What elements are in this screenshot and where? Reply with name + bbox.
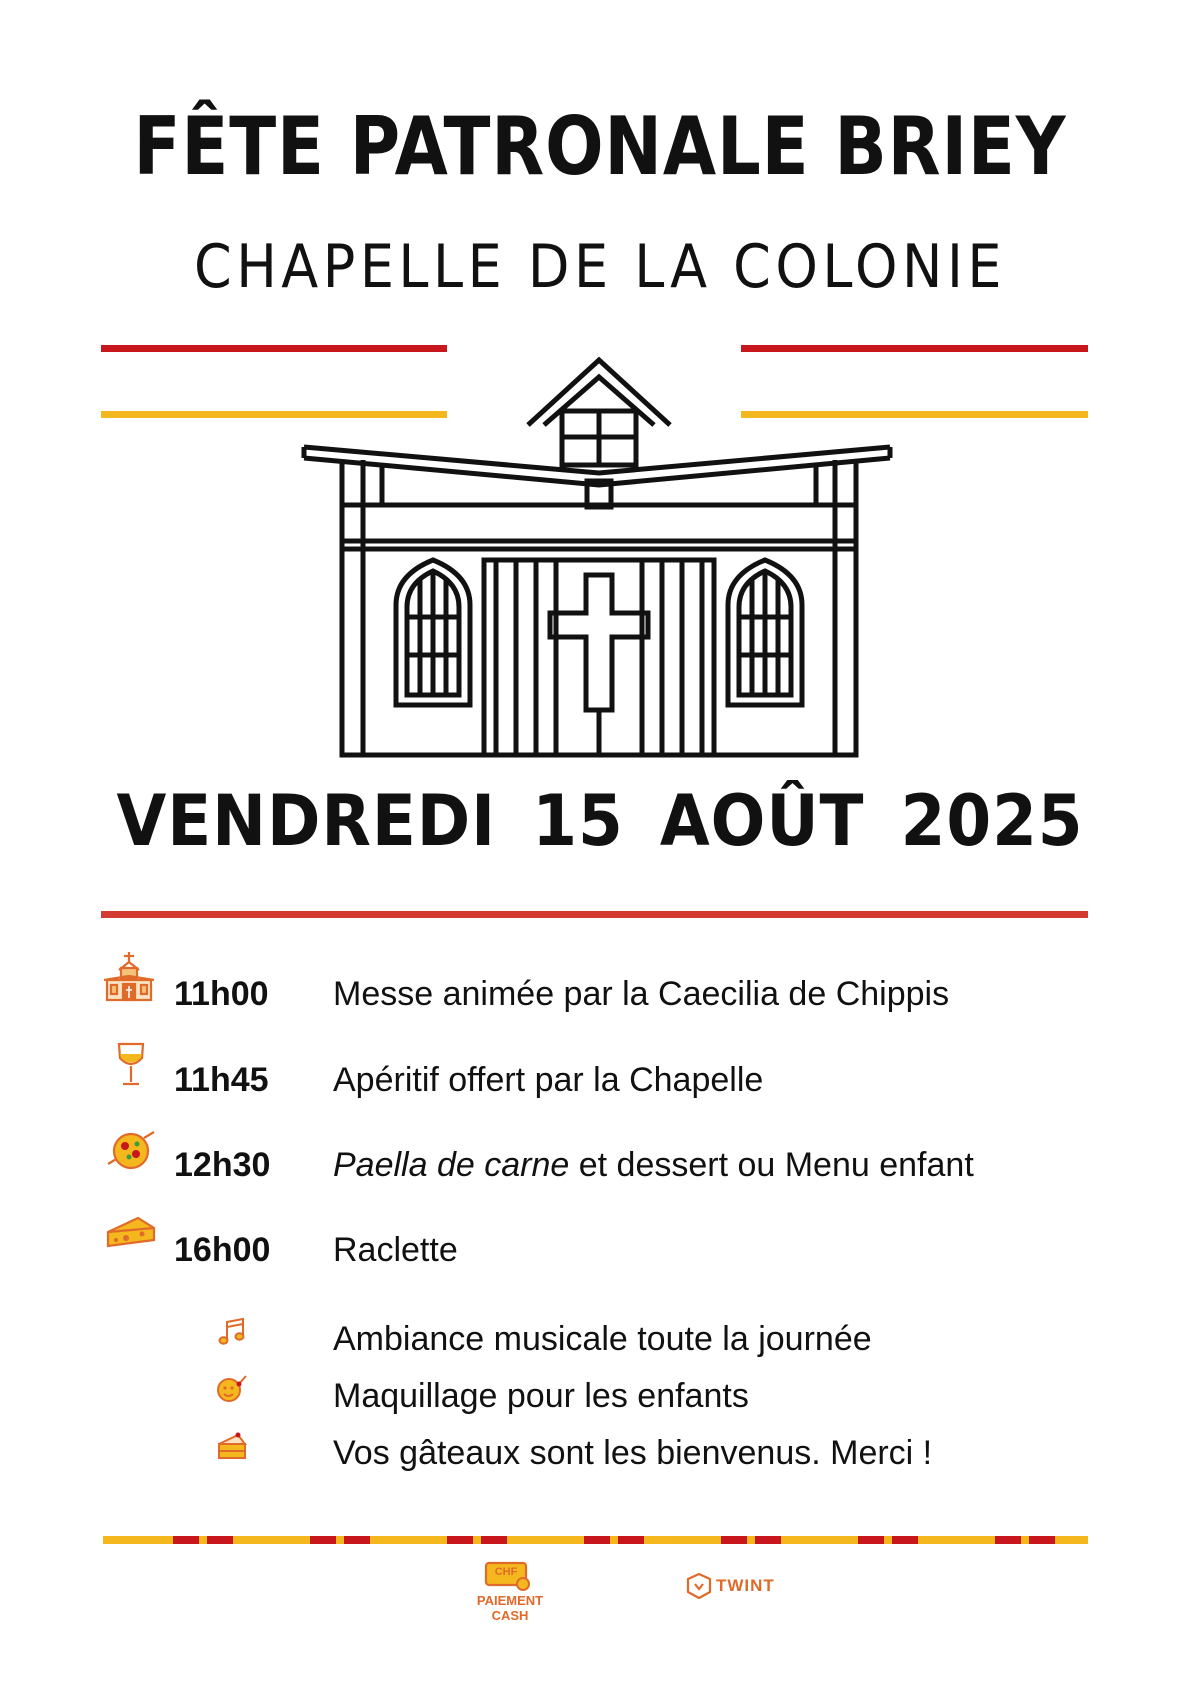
schedule-text-3-italic: Paella de carne: [333, 1146, 570, 1184]
schedule-time-1: 11h00: [174, 975, 269, 1013]
twint-payment: [686, 1572, 796, 1602]
schedule-text-3: [333, 1146, 974, 1185]
extra-text-2: Maquillage pour les enfants: [333, 1377, 749, 1415]
event-date: VENDREDI 15 AOÛT 2025: [116, 780, 1084, 862]
cash-label-line1: PAIEMENT: [476, 1593, 544, 1608]
bottom-stripe: [103, 1536, 1088, 1544]
red-divider-left: [101, 345, 447, 352]
wine-glass-icon: [104, 1040, 158, 1094]
cash-label-line2: CASH: [491, 1608, 529, 1623]
extra-text-3: Vos gâteaux sont les bienvenus. Merci !: [333, 1434, 933, 1472]
chapel-icon: [102, 950, 156, 1004]
cash-payment: [470, 1560, 550, 1623]
cake-icon: [216, 1430, 248, 1462]
schedule-time-3: 12h30: [174, 1146, 271, 1184]
schedule-text-3-rest: et dessert ou Menu enfant: [569, 1146, 974, 1184]
page-subtitle: CHAPELLE DE LA COLONIE: [194, 232, 1006, 302]
chapel-illustration: [290, 355, 910, 760]
page-title: FÊTE PATRONALE BRIEY: [133, 100, 1067, 193]
twint-label: TWINT: [716, 1576, 775, 1595]
cash-badge-text: CHF: [494, 1566, 518, 1578]
red-divider-date: [101, 911, 1088, 918]
face-paint-icon: [216, 1373, 248, 1405]
paella-icon: [104, 1124, 158, 1178]
schedule-text-1: Messe animée par la Caecilia de Chippis: [333, 975, 950, 1013]
schedule-time-4: 16h00: [174, 1231, 271, 1269]
schedule-text-2: Apéritif offert par la Chapelle: [333, 1061, 764, 1099]
schedule-time-2: 11h45: [174, 1061, 269, 1099]
extra-text-1: Ambiance musicale toute la journée: [333, 1320, 872, 1358]
red-divider-right: [741, 345, 1088, 352]
schedule-text-4: Raclette: [333, 1231, 458, 1269]
music-note-icon: [216, 1316, 248, 1348]
twint-logo-icon: [686, 1572, 712, 1600]
cheese-icon: [104, 1210, 158, 1264]
